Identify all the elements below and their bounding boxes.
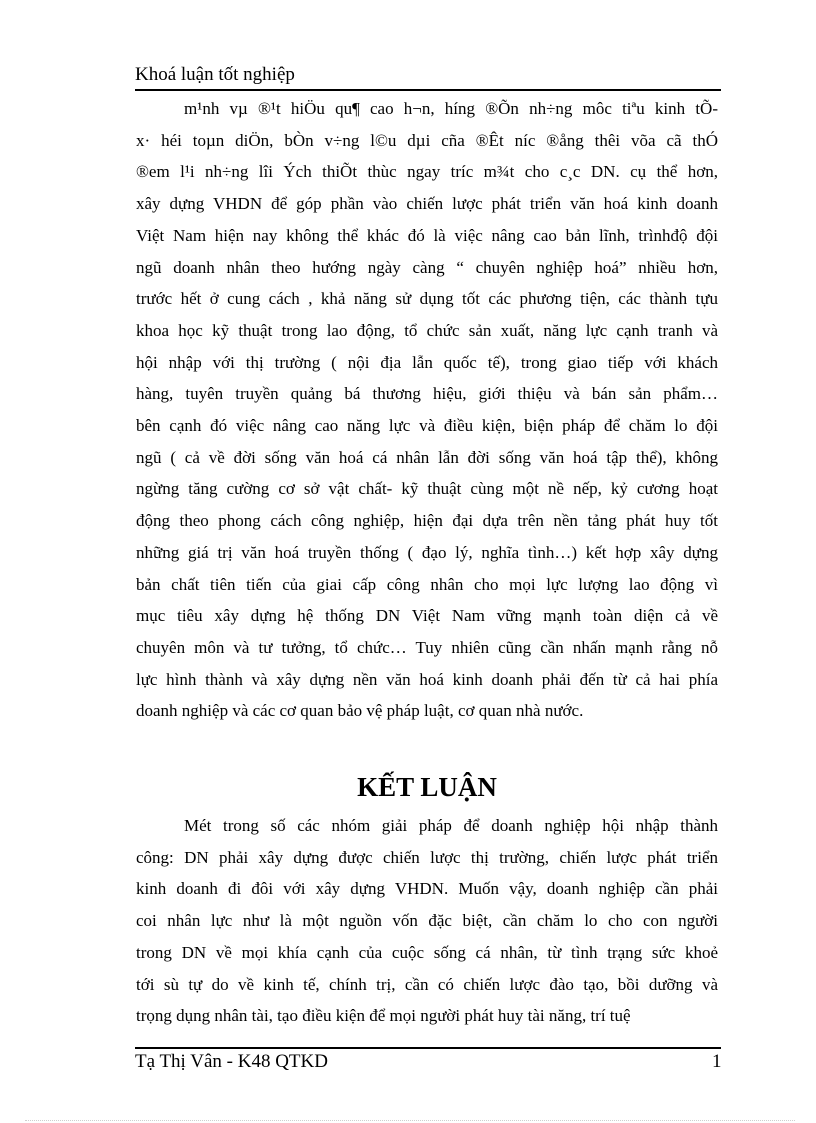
text-line: Mét trong số các nhóm giải pháp để doanh nghiệp hội nhập thành xyxy=(184,816,718,835)
footer-author: Tạ Thị Vân - K48 QTKD xyxy=(135,1051,328,1072)
text-line: trước hết ở cung cách , khả năng sử dụng tốt các phương tiện, các thành tựu xyxy=(136,289,718,309)
page-number: 1 xyxy=(712,1051,722,1072)
text-line: chuyên môn và tư tưởng, tổ chức… Tuy nhiên cũng cần nhấn mạnh rằng nỗ xyxy=(136,637,718,657)
header-divider xyxy=(135,89,721,91)
text-line: công: DN phải xây dựng được chiến lược thị trường, chiến lược phát triển xyxy=(136,847,718,867)
text-line: khoa học kỹ thuật trong lao động, tổ chức sản xuất, năng lực cạnh tranh và xyxy=(136,320,718,340)
text-line: tới sù tự do về kinh tế, chính trị, cần có chiến lược đào tạo, bồi dưỡng và xyxy=(136,974,718,994)
footer-divider xyxy=(135,1047,721,1049)
text-line: lực hình thành và xây dựng nền văn hoá kinh doanh phải đến từ cả hai phía xyxy=(136,669,718,689)
text-line: coi nhân lực như là một nguồn vốn đặc biệt, cần chăm lo cho con người xyxy=(136,911,718,931)
text-line: ®em l¹i nh÷ng lîi Ých thiÕt thùc ngay tríc m¾t cho c¸c DN. cụ thể hơn, xyxy=(136,162,718,182)
text-line: Việt Nam hiện nay không thể khác đó là việc nâng cao bản lĩnh, trìnhđộ đội xyxy=(136,225,718,245)
text-line: động theo phong cách công nghiệp, hiện đại dựa trên nền tảng phát huy tốt xyxy=(136,511,718,531)
text-line: hàng, tuyên truyền quảng bá thương hiệu, giới thiệu và bán sản phẩm… xyxy=(136,384,718,404)
text-line: mục tiêu xây dựng hệ thống DN Việt Nam vững mạnh toàn diện cả về xyxy=(136,606,718,626)
text-line: ngũ doanh nhân theo hướng ngày càng “ chuyên nghiệp hoá” nhiều hơn, xyxy=(136,257,718,277)
paragraph-continuation xyxy=(136,93,718,727)
text-line: doanh nghiệp và các cơ quan bảo vệ pháp luật, cơ quan nhà nước. xyxy=(136,701,584,721)
text-line: kinh doanh đi đôi với xây dựng VHDN. Muốn vậy, doanh nghiệp cần phải xyxy=(136,879,718,899)
text-line: hội nhập với thị trường ( nội địa lẫn quốc tế), trong giao tiếp với khách xyxy=(136,352,718,372)
text-line: m¹nh vµ ®¹t hiÖu qu¶ cao h¬n, híng ®Õn nh÷ng môc tiªu kinh tÕ- xyxy=(184,99,718,118)
text-line: bản chất tiên tiến của giai cấp công nhân cho mọi lực lượng lao động vì xyxy=(136,574,718,594)
conclusion-paragraph xyxy=(136,810,718,1032)
text-line: trong DN về mọi khía cạnh của cuộc sống cá nhân, từ tình trạng sức khoẻ xyxy=(136,942,718,962)
text-line: ngũ ( cả về đời sống văn hoá cá nhân lẫn đời sống văn hoá tập thể), không xyxy=(136,447,718,467)
text-line: x· héi toµn diÖn, bÒn v÷ng l©u dµi cña ®Êt níc ®ång thêi võa cã thÓ xyxy=(136,130,718,150)
text-line: ngừng tăng cường cơ sở vật chất- kỹ thuật cùng một nề nếp, kỷ cương hoạt xyxy=(136,479,718,499)
page-edge xyxy=(25,1120,795,1121)
text-line: trọng dụng nhân tài, tạo điều kiện để mọi người phát huy tài năng, trí tuệ xyxy=(136,1006,631,1026)
header-title: Khoá luận tốt nghiệp xyxy=(135,64,295,85)
text-line: bên cạnh đó việc nâng cao năng lực và điều kiện, biện pháp để chăm lo đội xyxy=(136,416,718,436)
text-line: những giá trị văn hoá truyền thống ( đạo lý, nghĩa tình…) kết hợp xây dựng xyxy=(136,542,718,562)
text-line: xây dựng VHDN để góp phần vào chiến lược phát triển văn hoá kinh doanh xyxy=(136,194,718,214)
section-heading: KẾT LUẬN xyxy=(357,772,497,802)
